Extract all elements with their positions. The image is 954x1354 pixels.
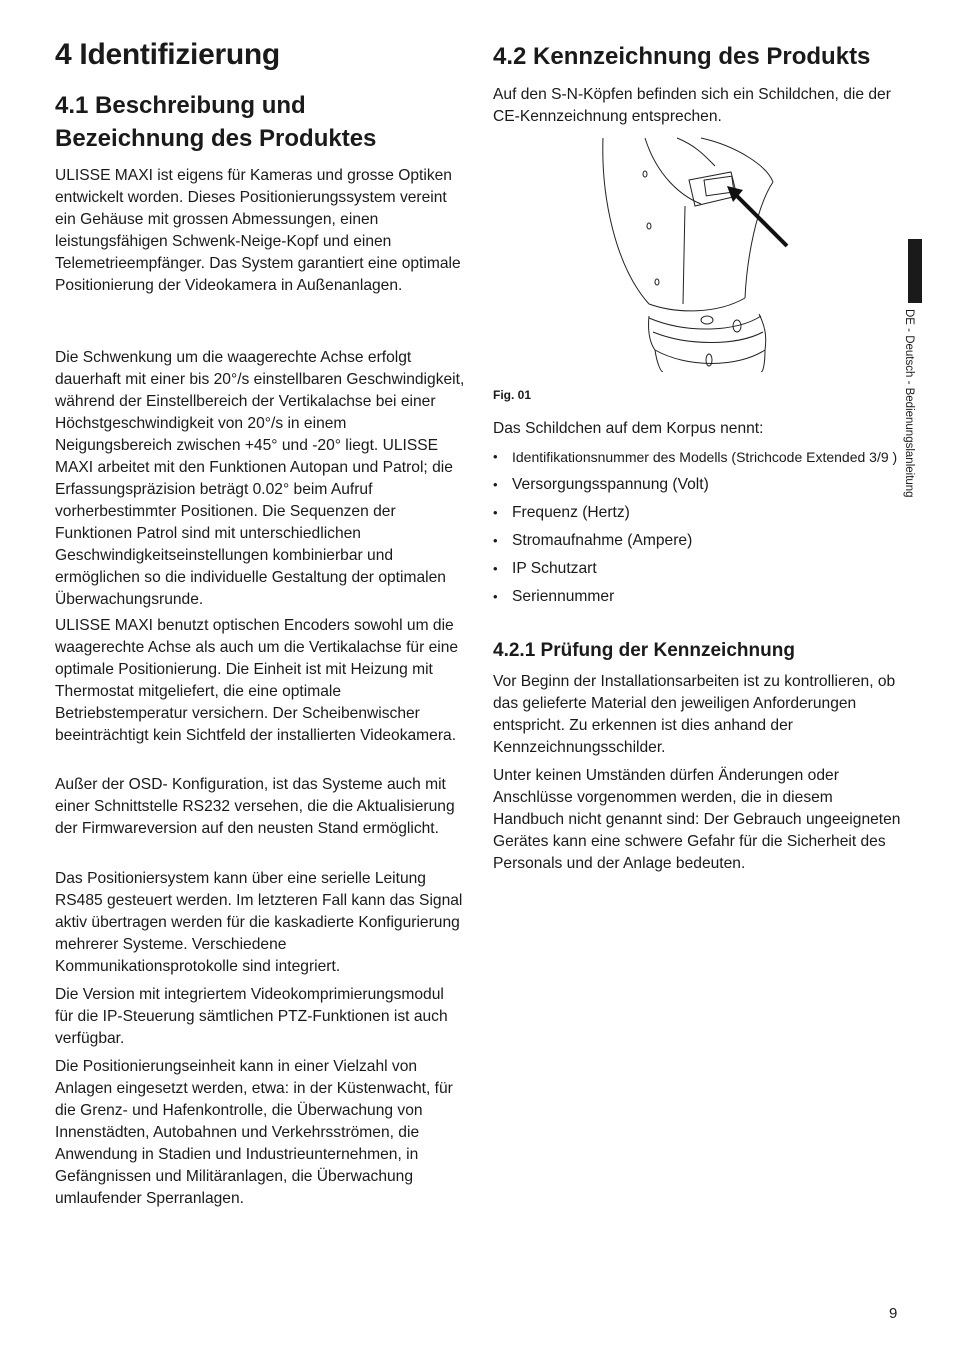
section-41-paragraph: Außer der OSD- Konfiguration, ist das Systeme auch mit einer Schnittstelle RS232 versehen, die die Aktualisierung der Firmwareversion auf den neusten Stand ermöglicht. <box>55 776 455 837</box>
section-42-intro: Auf den S-N-Köpfen befinden sich ein Schildchen, die der CE-Kennzeichnung entsprechen. <box>493 86 891 125</box>
list-item: • Identifikationsnummer des Modells (Strichcode Extended 3/9 ) <box>493 446 903 468</box>
list-item: • Stromaufnahme (Ampere) <box>493 530 903 552</box>
list-item: • Frequenz (Hertz) <box>493 502 903 524</box>
section-41-paragraph: Die Positionierungseinheit kann in einer Vielzahl von Anlagen eingesetzt werden, etwa: in der Küstenwacht, für die Grenz- und Hafenkontrolle, die Überwachung von Innenstädten, Autobahnen und Verkehrsströmen, die Anwendung in Stadien und Industrieunternehmen, in Gefängnissen und Militäranlagen, die Überwachung umlaufender Sperranlagen. <box>55 1058 453 1207</box>
list-item: • Versorgungsspannung (Volt) <box>493 474 903 496</box>
label-contents-list <box>493 446 903 608</box>
section-421-paragraph: Vor Beginn der Installationsarbeiten ist zu kontrollieren, ob das gelieferte Material den jeweiligen Anforderungen entspricht. Zu erkennen ist dies anhand der Kennzeichnungsschilder. <box>493 673 896 756</box>
language-tab-marker <box>908 239 922 303</box>
section-42-title: 4.2 Kennzeichnung des Produkts <box>493 43 871 70</box>
section-421-title: 4.2.1 Prüfung der Kennzeichnung <box>493 640 795 661</box>
section-421-paragraph: Unter keinen Umständen dürfen Änderungen oder Anschlüsse vorgenommen werden, die in diesem Handbuch nicht genannt sind: Der Gebrauch ungeeigneten Gerätes kann eine schwere Gefahr für die Sicherheit des Personals und der Anlage bedeuten. <box>493 767 901 872</box>
section-41-paragraph: ULISSE MAXI ist eigens für Kameras und grosse Optiken entwickelt worden. Dieses Positionierungssystem vereint ein Gehäuse mit grossen Abmessungen, einen leistungsfähigen Schwenk-Neige-Kopf und einen Telemetrieempfänger. Das System garantiert eine optimale Positionierung der Videokamera in Außenanlagen. <box>55 167 461 294</box>
section-41-paragraph: ULISSE MAXI benutzt optischen Encoders sowohl um die waagerechte Achse als auch um die Vertikalachse für eine optimale Positionierung. Die Einheit ist mit Heizung mit Thermostat mitgeliefert, die eine optimale Betriebstemperatur versichern. Der Scheibenwischer beeinträchtigt kein Sichtfeld der installierten Videokamera. <box>55 617 459 744</box>
section-41-title: 4.1 Beschreibung und Bezeichnung des Produktes <box>55 92 377 152</box>
chapter-title: 4 Identifizierung <box>55 38 280 71</box>
list-item: • Seriennummer <box>493 586 903 608</box>
list-intro: Das Schildchen auf dem Korpus nennt: <box>493 420 764 437</box>
side-label <box>905 309 925 559</box>
side-label-text: DE - Deutsch - Bedienungslanleitung <box>903 309 915 498</box>
figure-caption: Fig. 01 <box>493 388 532 402</box>
section-41-paragraph: Das Positioniersystem kann über eine serielle Leitung RS485 gesteuert werden. Im letzteren Fall kann das Signal aktiv übertragen werden für die kaskadierte Konfigurierung mehrerer Systeme. Verschiedene Kommunikationsprotokolle sind integriert. <box>55 870 463 975</box>
list-item: • IP Schutzart <box>493 558 903 580</box>
section-41-paragraph: Die Schwenkung um die waagerechte Achse erfolgt dauerhaft mit einer bis 20°/s einstellbaren Geschwindigkeit, während der Einstellbereich der Vertikalachse bei einer Höchstgeschwindigkeit von 20°/s in einem Neigungsbereich zwischen +45° und -20° liegt. ULISSE MAXI arbeitet mit den Funktionen Autopan und Patrol; die Erfassungspräzision beträgt 0.02° beim Aufruf vorherbestimmter Positionen. Die Sequenzen der Funktionen Patrol sind mit unterschiedlichen Geschwindigkeitseinstellungen kombinierbar und ermöglichen so die individuelle Gestaltung der optimalen Überwachungsrunde. <box>55 349 465 608</box>
figure-01-ptz-head-illustration <box>597 136 797 372</box>
section-41-paragraph: Die Version mit integriertem Videokomprimierungsmodul für die IP-Steuerung sämtlichen PTZ-Funktionen ist auch verfügbar. <box>55 986 448 1047</box>
page-number: 9 <box>889 1305 898 1322</box>
